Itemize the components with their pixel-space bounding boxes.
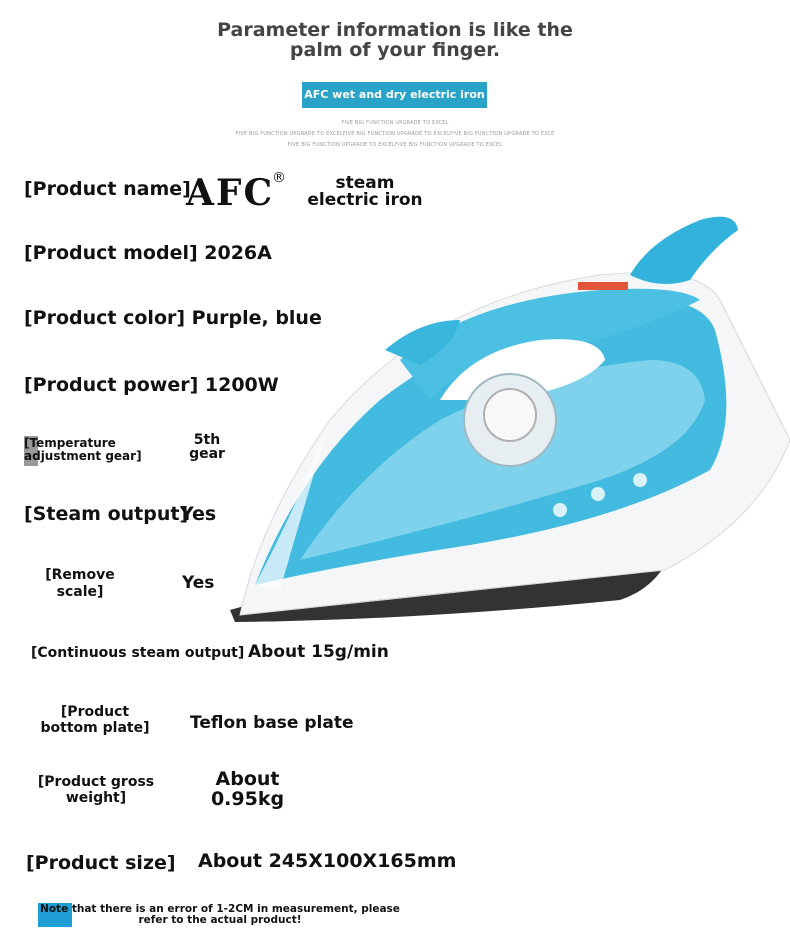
product-power: [Product power] 1200W	[24, 374, 279, 396]
gross-weight-value: About 0.95kg	[210, 768, 285, 810]
page-title: Parameter information is like the palm of your finger.	[217, 19, 573, 61]
remove-scale-value: Yes	[182, 573, 215, 593]
product-model: [Product model] 2026A	[24, 242, 272, 264]
registered-mark: ®	[272, 170, 286, 186]
temperature-dial-icon	[484, 389, 536, 441]
bottom-plate-label: [Product bottom plate]	[40, 704, 150, 736]
steam-output-label: [Steam output]	[24, 503, 189, 525]
bottom-plate-value: Teflon base plate	[190, 713, 354, 733]
measurement-note: Note that there is an error of 1-2CM in measurement, please refer to the actual product!	[40, 903, 400, 926]
product-name-value: steam electric iron	[307, 173, 423, 210]
product-size-label: [Product size]	[26, 852, 176, 874]
continuous-steam-value: About 15g/min	[248, 642, 389, 662]
gross-weight-label: [Product gross weight]	[37, 774, 155, 806]
steam-output-value: Yes	[180, 503, 217, 525]
tagline-line-3: FIVE BIG FUNCTION UPGRADE TO EXCELFIVE BIG FUNCTION UPGRADE TO EXCEL	[287, 142, 503, 148]
brand-logo: AFC	[186, 172, 275, 214]
continuous-steam-label: [Continuous steam output]	[31, 645, 245, 661]
tagline-line-2: FIVE BIG FUNCTION UPGRADE TO EXCELFIVE BIG FUNCTION UPGRADE TO EXCELFIVE BIG FUNCTION UPGRADE TO EXCE	[235, 131, 555, 137]
product-size-value: About 245X100X165mm	[198, 850, 457, 872]
temperature-label: [Temperature adjustment gear]	[24, 436, 142, 463]
product-badge: AFC wet and dry electric iron	[302, 82, 487, 108]
product-name-label: [Product name]	[24, 178, 191, 200]
product-color: [Product color] Purple, blue	[24, 307, 322, 329]
remove-scale-label: [Remove scale]	[45, 567, 115, 600]
tagline-line-1: FIVE BIG FUNCTION UPGRADE TO EXCEL	[341, 120, 449, 126]
temperature-value: 5th gear	[189, 432, 225, 462]
